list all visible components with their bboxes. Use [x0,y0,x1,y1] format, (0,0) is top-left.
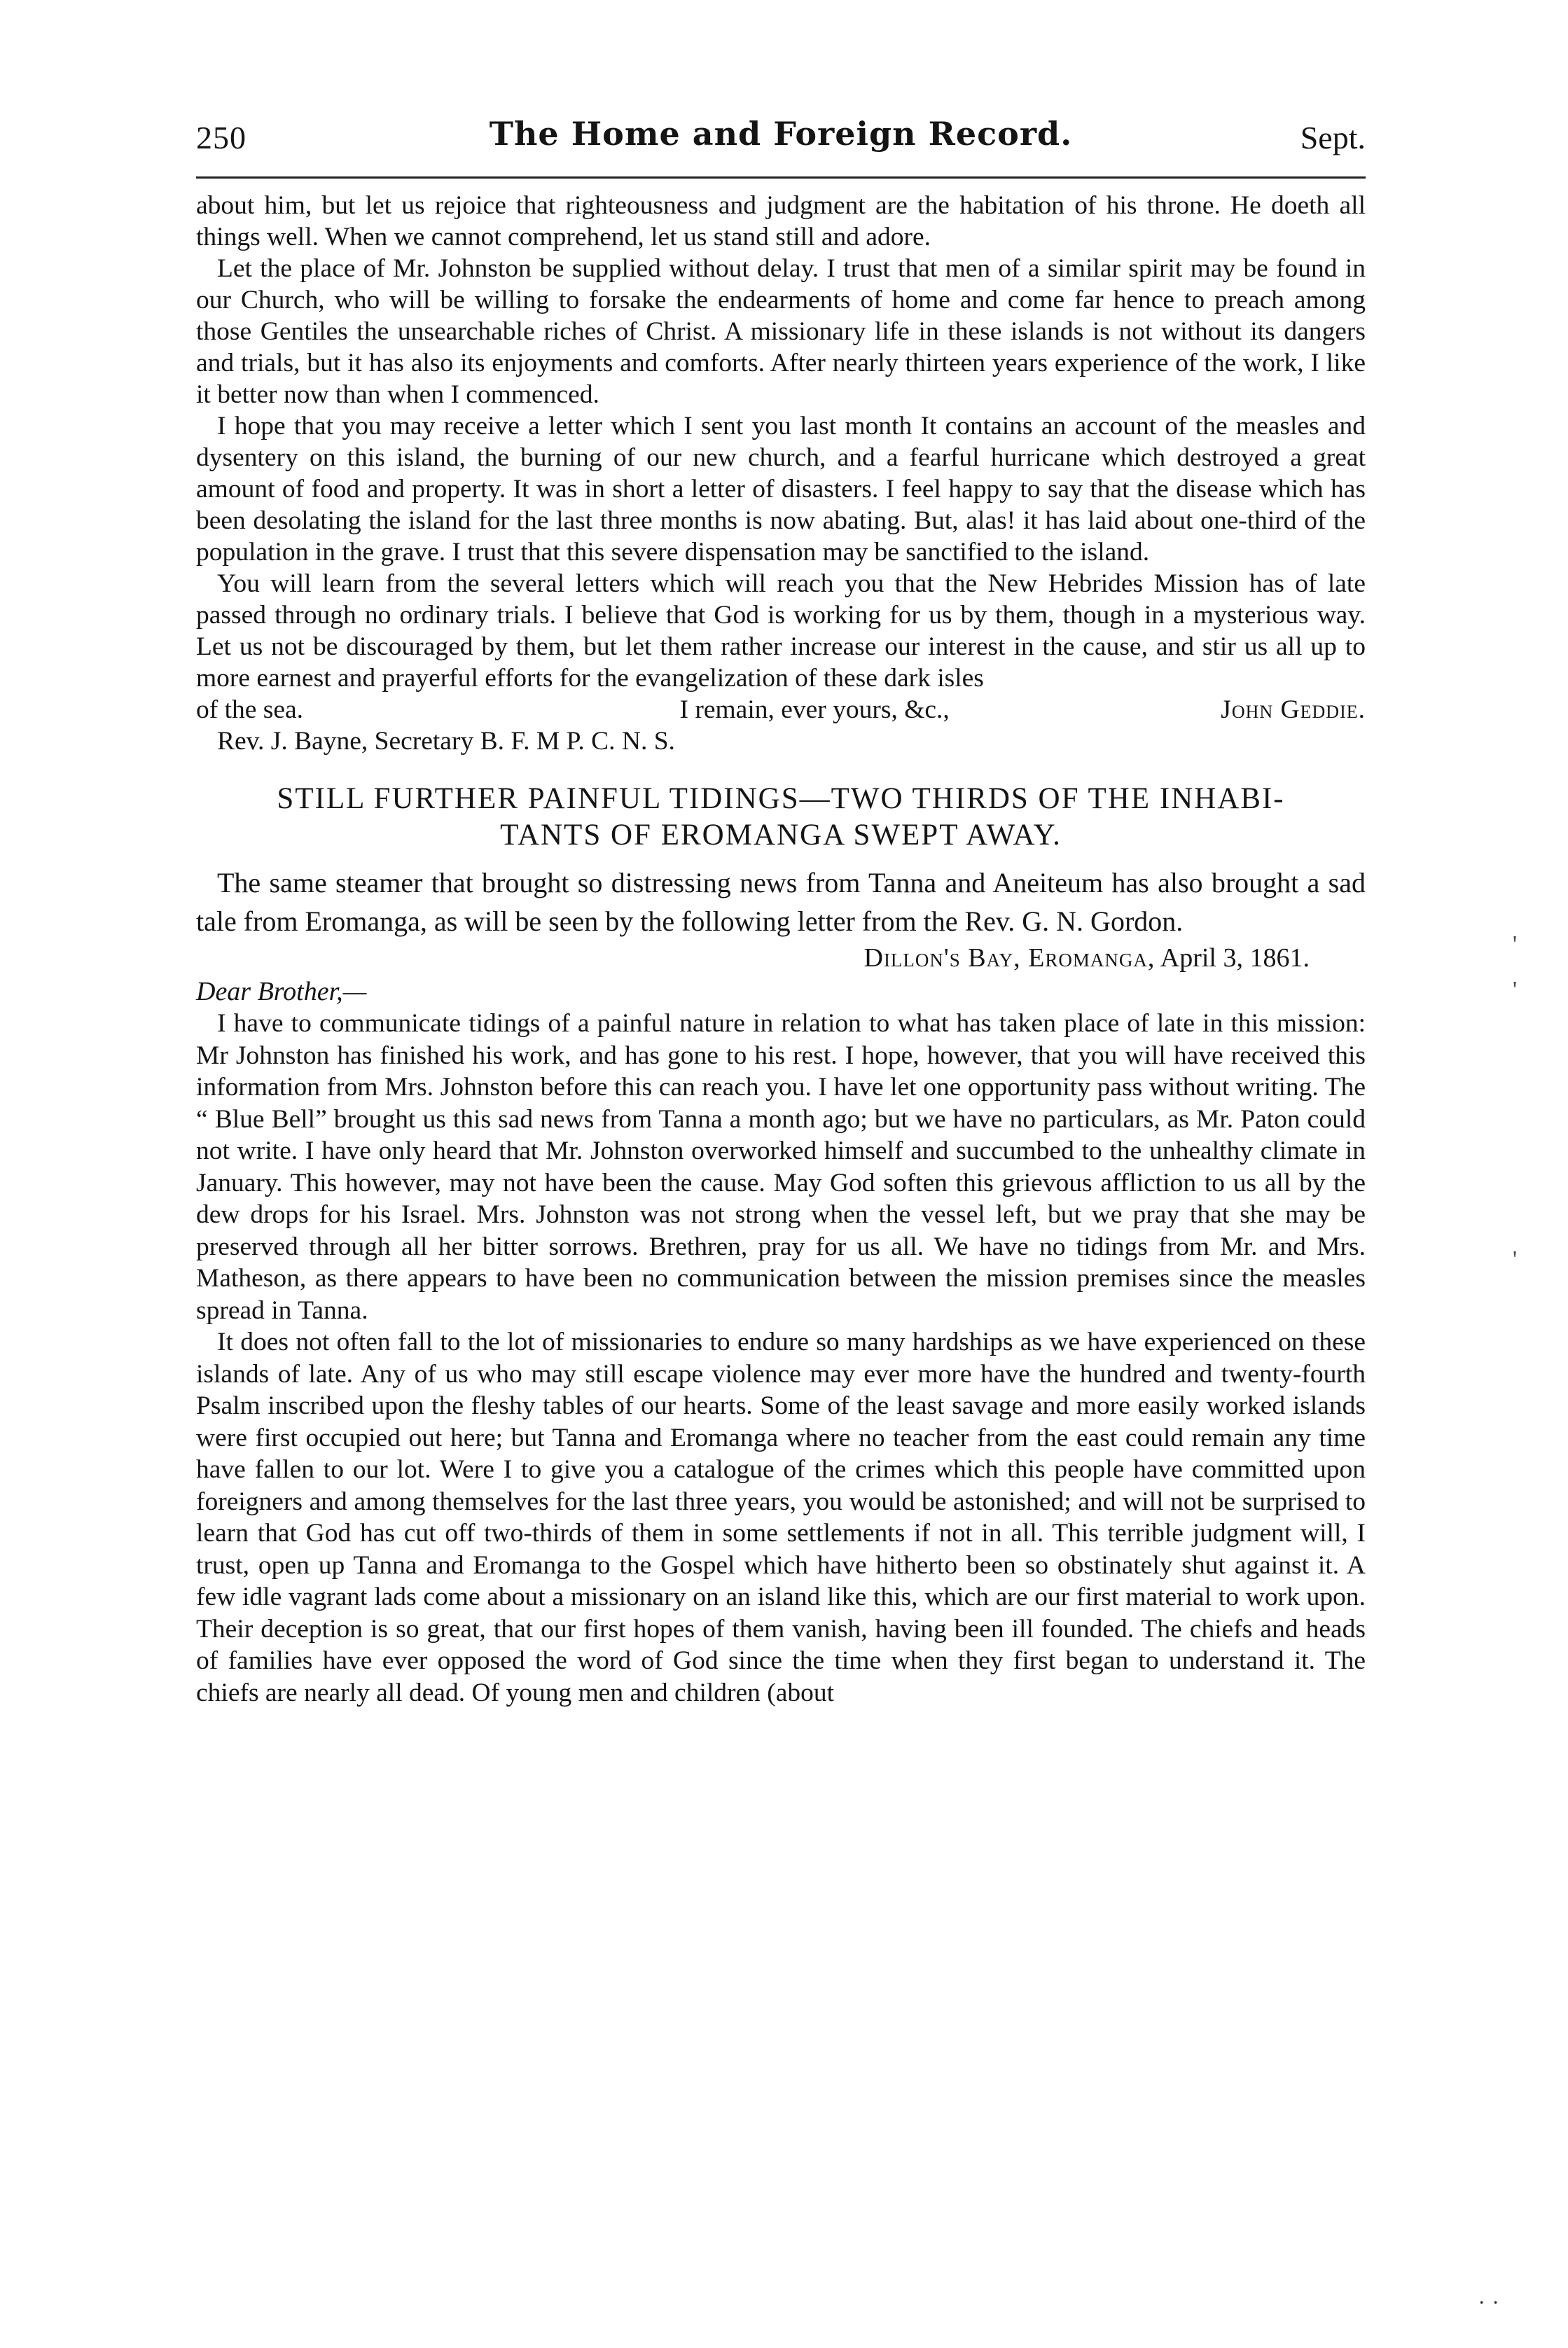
paragraph: You will learn from the several letters which will reach you that the New Hebrides Mission has of late passed through no ordinary trials. I believe that God is working for us by them, though in a mysterious way. Let us not be discouraged by them, but let them rather increase our interest in the cause, and stir us all up to more earnest and prayerful efforts for the evangelization of these dark isles [196,569,1366,693]
paragraph: I hope that you may receive a letter which I sent you last month It contains an account of the measles and dysentery on this island, the burning of our new church, and a fearful hurricane which destroyed a great amount of food and property. It was in short a letter of disasters. I feel happy to say that the disease which has been desolating the island for the last three months is now abating. But, alas! it has laid about one-third of the population in the grave. I trust that this severe dispensation may be sanctified to the island. [196,412,1366,567]
margin-speck: ' [1513,977,1518,1003]
margin-speck: · · [1478,2290,1500,2316]
paragraph: I have to communicate tidings of a painful nature in relation to what has taken place of late in this mission: Mr Johnston has finished his work, and has gone to his rest. I hope, however, that you will have received this information from Mrs. Johnston before this can reach you. I have let one opportunity pass without writing. The “ Blue Bell” brought us this sad news from Tanna a month ago; but we have no particulars, as Mr. Paton could not write. I have only heard that Mr. Johnston overworked himself and succumbed to the unhealthy climate in January. This however, may not have been the cause. May God soften this grievous affliction to us all by the dew drops for his Israel. Mrs. Johnston was not strong when the vessel left, but we pray that she may be preserved through all her bitter sorrows. Brethren, pray for us all. We have no tidings from Mr. and Mrs. Matheson, as there appears to have been no communication between the mission premises since the measles spread in Tanna. [196,1009,1366,1325]
page-number: 250 [196,120,247,155]
dateline-date: April 3, 1861. [1160,943,1310,973]
margin-speck: ' [1513,931,1518,957]
addressee: Rev. J. Bayne, Secretary B. F. M P. C. N. S. [217,727,675,756]
paragraph: It does not often fall to the lot of missionaries to endure so many hardships as we have experienced on these islands of late. Any of us who may still escape violence may ever more have the hundred and twenty-fourth Psalm inscribed upon the fleshy tables of our hearts. Some of the least savage and more easily worked islands were first occupied out here; but Tanna and Eromanga where no teacher from the east could remain any time have fallen to our lot. Were I to give you a catalogue of the crimes which this people have committed upon foreigners and among themselves for the last three years, you would be astonished; and will not be surprised to learn that God has cut off two-thirds of them in some settlements if not in all. This terrible judgment will, I trust, open up Tanna and Eromanga to the Gospel which have hitherto been so obstinately shut against it. A few idle vagrant lads come about a missionary on an island like this, which are our first material to work upon. Their deception is so great, that our first hopes of them vanish, having been ill founded. The chiefs and heads of families have ever opposed the word of God since the time when they first began to understand it. The chiefs are nearly all dead. Of young men and children (about [196,1328,1366,1707]
section-intro [196,863,1366,940]
paragraph: Let the place of Mr. Johnston be supplied without delay. I trust that men of a similar spirit may be found in our Church, who will be willing to forsake the endearments of home and come far hence to preach among those Gentiles the unsearchable riches of Christ. A missionary life in these islands is not without its dangers and trials, but it has also its enjoyments and comforts. After nearly thirteen years experience of the work, I like it better now than when I commenced. [196,254,1366,409]
closing-phrase: I remain, ever yours, &c., [679,695,950,724]
closing-line [196,694,1366,725]
intro-paragraph: The same steamer that brought so distressing news from Tanna and Aneiteum has also brought a sad tale from Eromanga, as will be seen by the following letter from the Rev. G. N. Gordon. [196,867,1366,937]
journal-title: The Home and Foreign Record. [489,115,1073,153]
dateline [196,940,1366,975]
margin-speck: ' [1513,1246,1518,1272]
letter-gordon [196,1008,1366,1709]
paragraph: about him, but let us rejoice that righteousness and judgment are the habitation of his throne. He doeth all things well. When we cannot comprehend, let us stand still and adore. [196,191,1366,251]
closing-start: of the sea. [196,695,304,724]
page [196,112,1366,1709]
salutation: Dear Brother,— [196,977,367,1006]
issue-month: Sept. [1300,120,1366,155]
heading-line: TANTS OF EROMANGA SWEPT AWAY. [500,819,1062,852]
section-heading [196,781,1366,854]
heading-line: STILL FURTHER PAINFUL TIDINGS—TWO THIRDS OF THE INHABI- [277,782,1285,815]
running-head [196,112,1366,172]
header-rule [196,176,1366,179]
letter-geddie [196,190,1366,694]
signature: John Geddie. [1221,695,1366,724]
dateline-place: Dillon's Bay, Eromanga, [863,943,1156,973]
